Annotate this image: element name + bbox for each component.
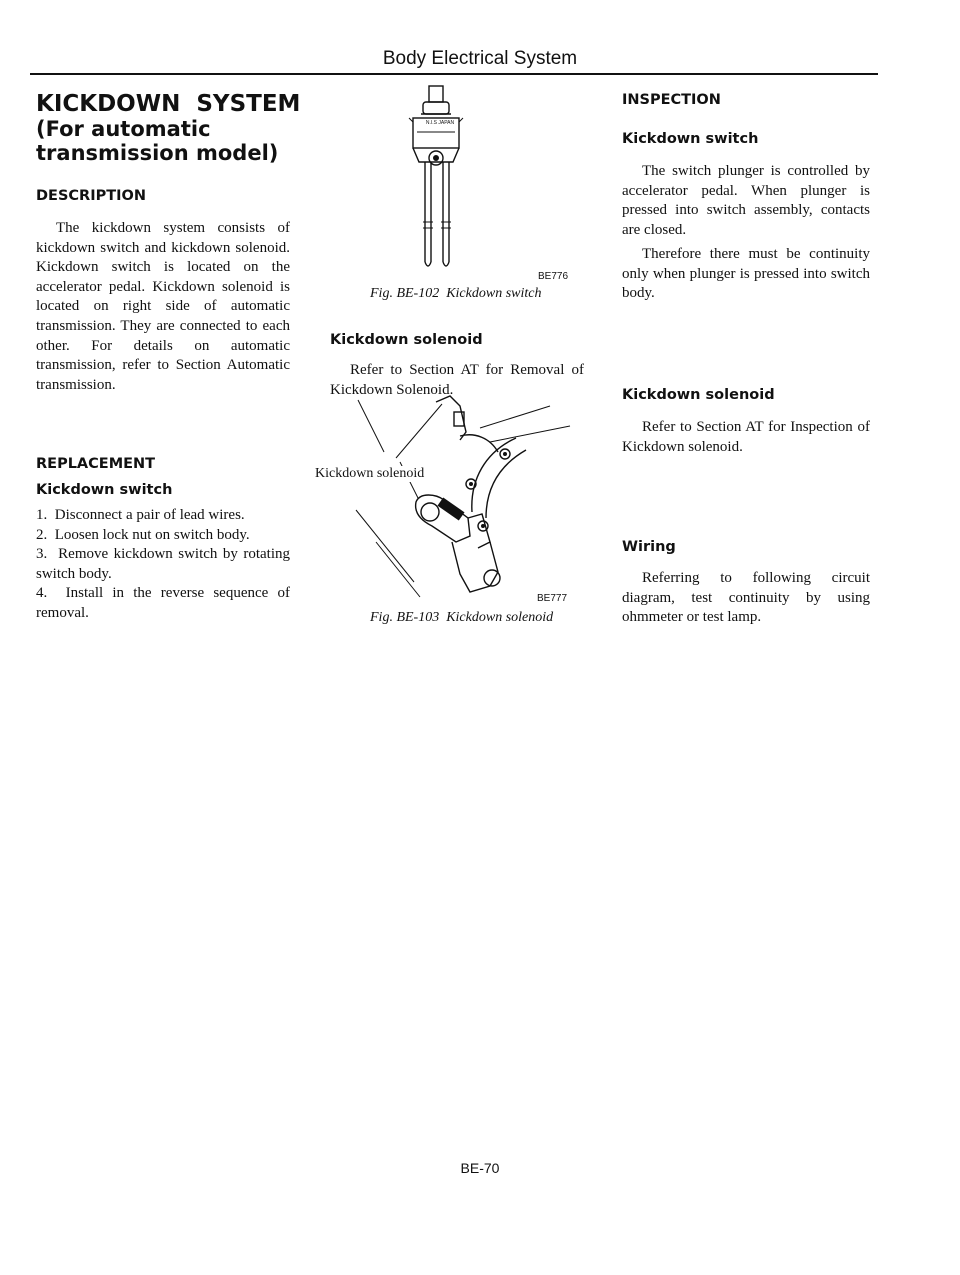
inspection-solenoid-heading: Kickdown solenoid: [622, 387, 775, 403]
section-title-line3: transmission model): [36, 141, 279, 166]
figure-code: BE776: [538, 271, 569, 282]
header-rule: [30, 73, 878, 75]
inspection-switch-heading: Kickdown switch: [622, 131, 759, 147]
solenoid-text: Refer to Section AT for Removal of Kickdown Solenoid.: [330, 362, 584, 398]
inspection-heading: INSPECTION: [622, 92, 721, 108]
figure-caption: Fig. BE-102 Kickdown switch: [370, 286, 542, 301]
wiring-heading: Wiring: [622, 539, 676, 555]
description-text: The kickdown system consists of kickdown switch and kickdown solenoid. Kickdown switch is located on the accelerator pedal. Kickdown solenoid is located on right side of automatic transmission. They are connected to each other. For details on automatic transmission, refer to Section Automatic transmission.: [36, 220, 290, 393]
list-item: 1. Disconnect a pair of lead wires.: [36, 507, 245, 523]
section-title: [36, 92, 306, 164]
description-heading: DESCRIPTION: [36, 188, 146, 204]
replacement-heading: REPLACEMENT: [36, 456, 156, 472]
section-title-line1: KICKDOWN SYSTEM: [36, 91, 301, 117]
kickdown-solenoid-figure: [340, 392, 580, 612]
figure-caption: Fig. BE-103 Kickdown solenoid: [370, 610, 554, 625]
page-number: BE-70: [460, 1160, 500, 1176]
replacement-subheading: Kickdown switch: [36, 482, 173, 498]
replacement-steps: [36, 506, 294, 624]
list-item: 4. Install in the reverse sequence of removal.: [36, 585, 294, 621]
switch-nameplate: N.I.S JAPAN: [425, 120, 455, 126]
kickdown-switch-figure: [405, 82, 475, 282]
figure-code: BE777: [537, 593, 568, 604]
inspection-solenoid-text: Refer to Section AT for Inspection of Kickdown solenoid.: [622, 419, 870, 455]
list-item: 3. Remove kickdown switch by rotating switch body.: [36, 546, 294, 582]
solenoid-heading: Kickdown solenoid: [330, 332, 483, 348]
inspection-switch-text-1: The switch plunger is controlled by accelerator pedal. When plunger is pressed into switch assembly, contacts are closed.: [622, 163, 870, 238]
solenoid-figure-label: Kickdown solenoid: [315, 466, 425, 481]
inspection-switch-text-2: Therefore there must be continuity only when plunger is pressed into switch body.: [622, 246, 870, 302]
page-header: Body Electrical System: [382, 48, 578, 69]
section-title-line2: (For automatic: [36, 117, 211, 142]
list-item: 2. Loosen lock nut on switch body.: [36, 526, 250, 543]
wiring-text: Referring to following circuit diagram, test continuity by using ohmmeter or test lamp.: [622, 570, 870, 626]
